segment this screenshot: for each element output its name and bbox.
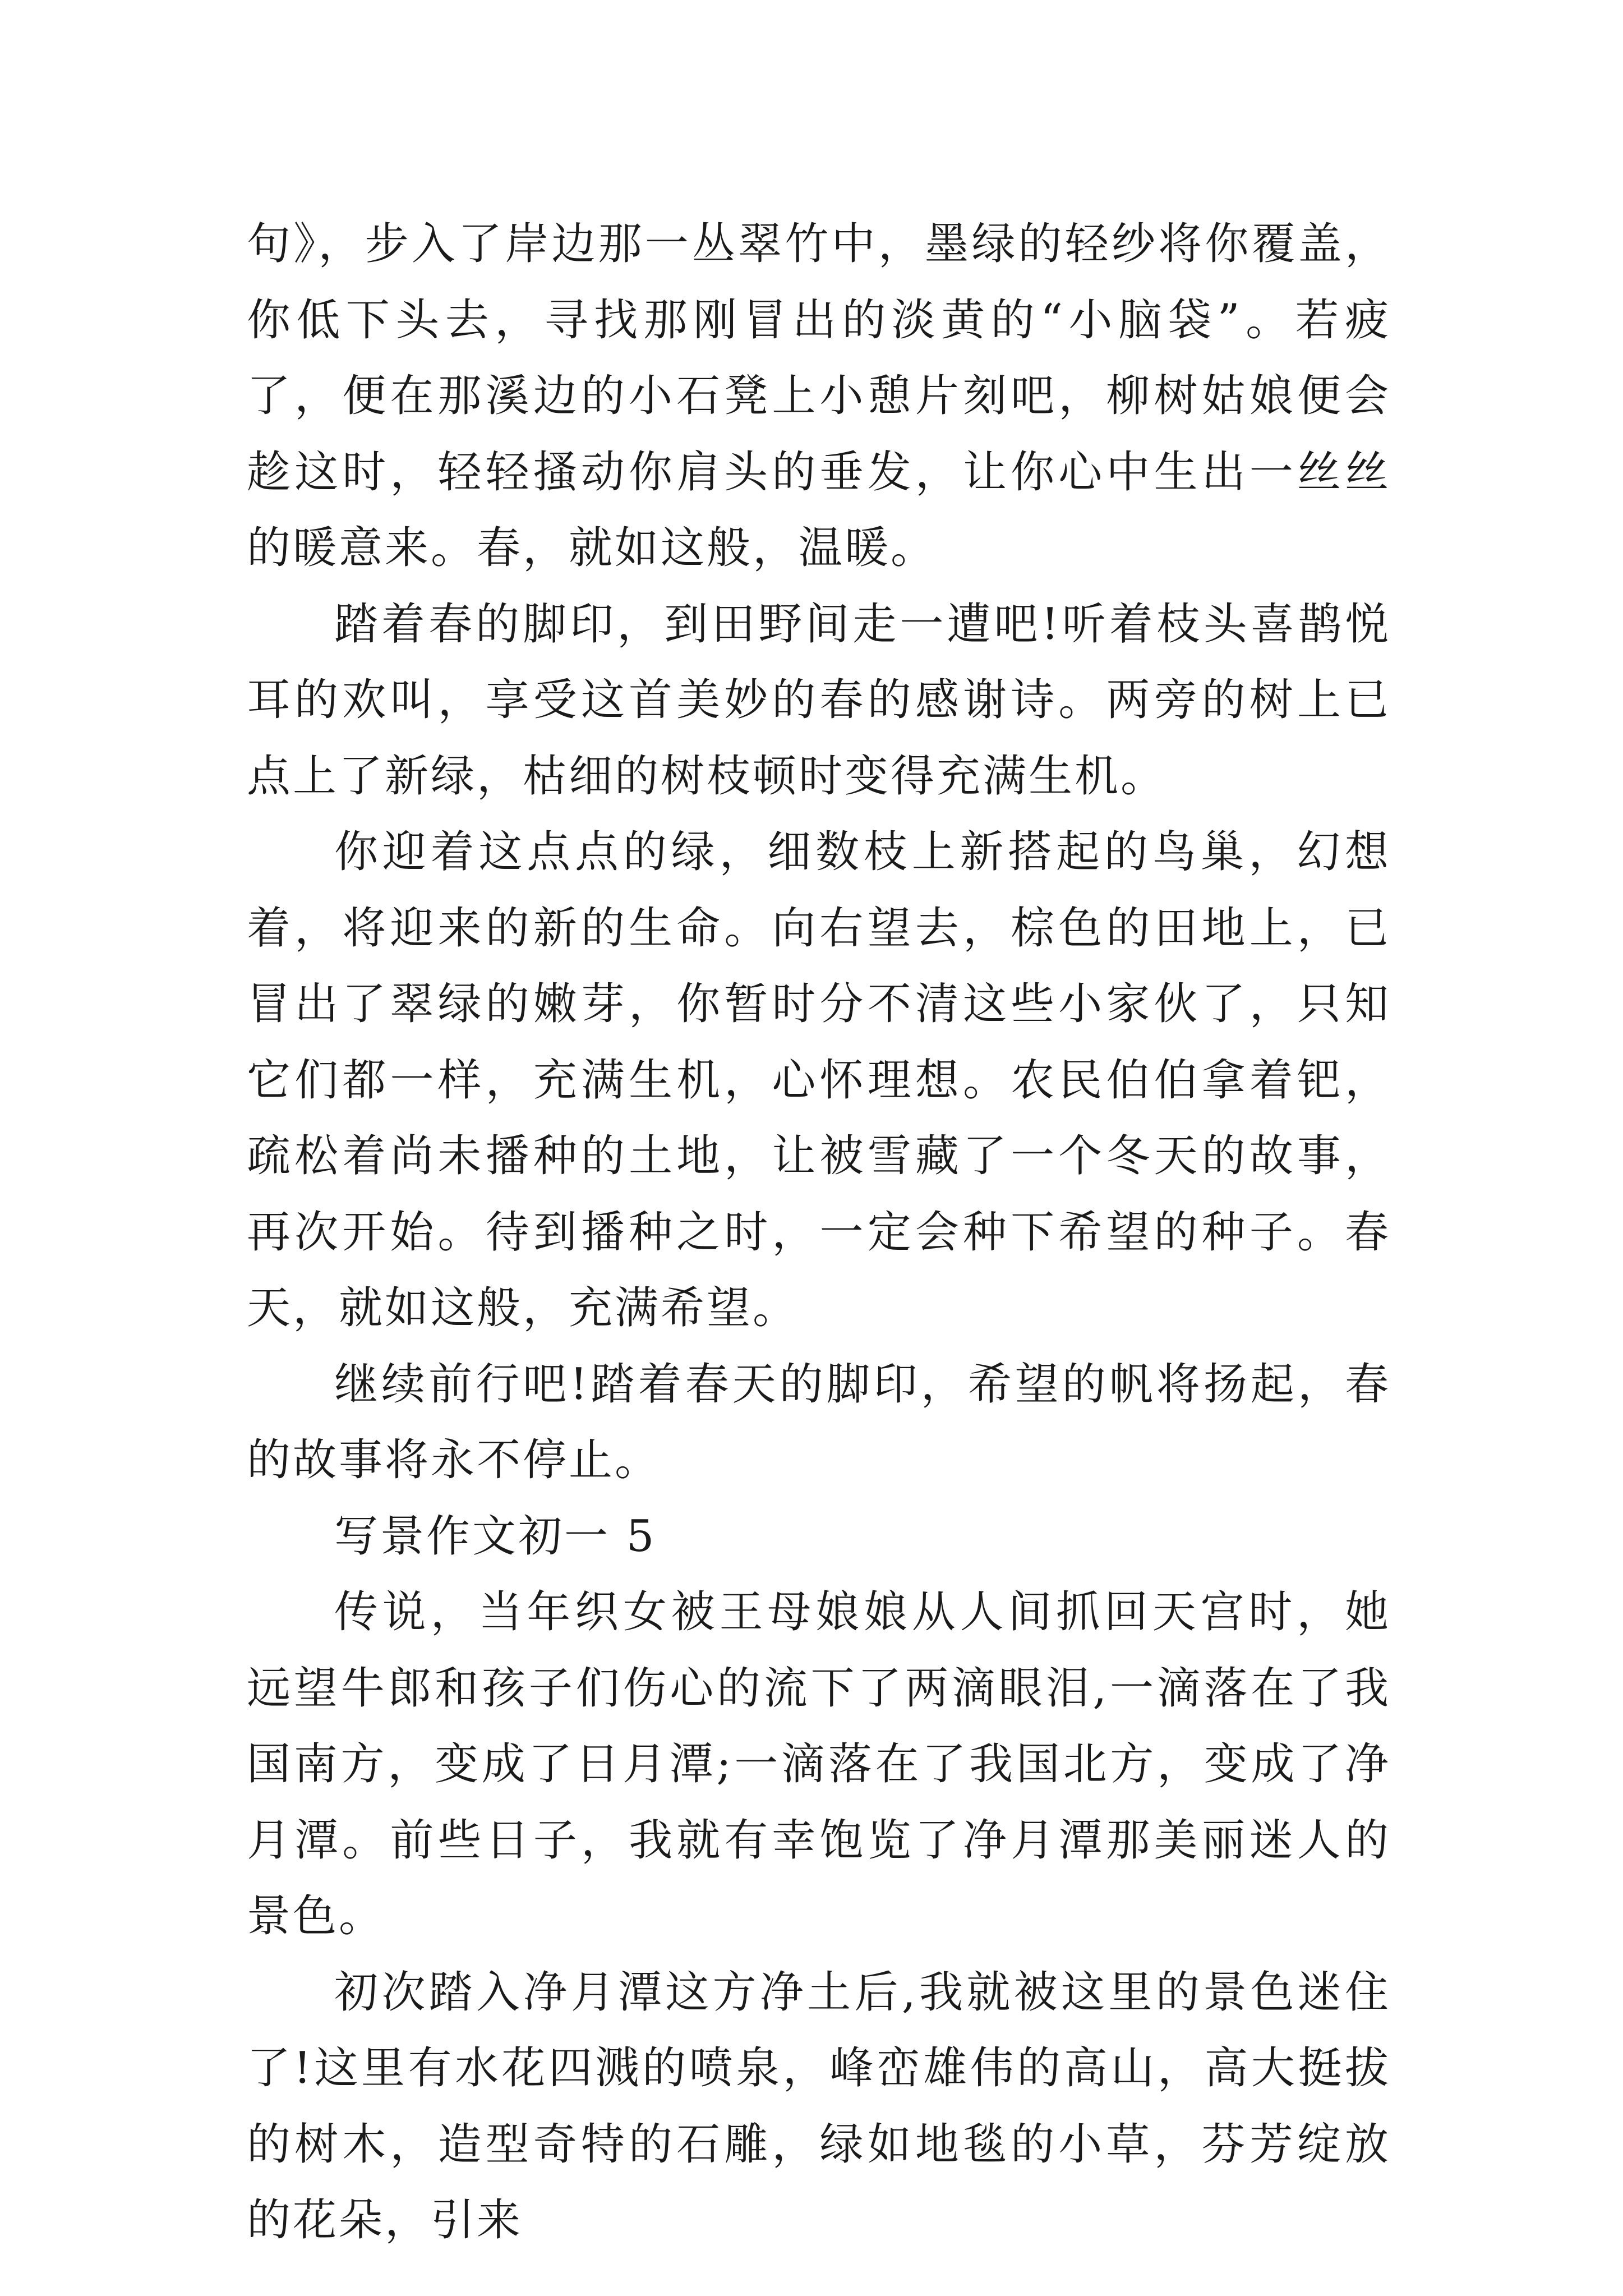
body-text: [247, 206, 1391, 2259]
paragraph-1: 句》，步入了岸边那一丛翠竹中，墨绿的轻纱将你覆盖，你低下头去，寻找那刚冒出的淡黄的“小脑袋”。若疲了，便在那溪边的小石凳上小憩片刻吧，柳树姑娘便会趁这时，轻轻搔动你肩头的垂发，让你心中生出一丝丝的暖意来。春，就如这般，温暖。: [247, 219, 1391, 573]
paragraph-2: 踏着春的脚印，到田野间走一遭吧!听着枝头喜鹊悦耳的欢叫，享受这首美妙的春的感谢诗。两旁的树上已点上了新绿，枯细的树枝顿时变得充满生机。: [247, 599, 1391, 802]
paragraph-4: 继续前行吧!踏着春天的脚印，希望的帆将扬起，春的故事将永不停止。: [247, 1359, 1391, 1485]
paragraph-3: 你迎着这点点的绿，细数枝上新搭起的鸟巢，幻想着，将迎来的新的生命。向右望去，棕色的田地上，已冒出了翠绿的嫩芽，你暂时分不清这些小家伙了，只知它们都一样，充满生机，心怀理想。农民伯伯拿着钯，疏松着尚未播种的土地，让被雪藏了一个冬天的故事，再次开始。待到播种之时，一定会种下希望的种子。春天，就如这般，充满希望。: [247, 827, 1391, 1333]
paragraph-5: 传说，当年织女被王母娘娘从人间抓回天宫时，她远望牛郎和孩子们伤心的流下了两滴眼泪,一滴落在了我国南方，变成了日月潭;一滴落在了我国北方，变成了净月潭。前些日子，我就有幸饱览了净月潭那美丽迷人的景色。: [247, 1587, 1391, 1941]
section-heading: 写景作文初一 5: [334, 1511, 657, 1562]
paragraph-6: 初次踏入净月潭这方净土后,我就被这里的景色迷住了!这里有水花四溅的喷泉，峰峦雄伟的高山，高大挺拔的树木，造型奇特的石雕，绿如地毯的小草，芬芳绽放的花朵，引来: [247, 1967, 1391, 2246]
